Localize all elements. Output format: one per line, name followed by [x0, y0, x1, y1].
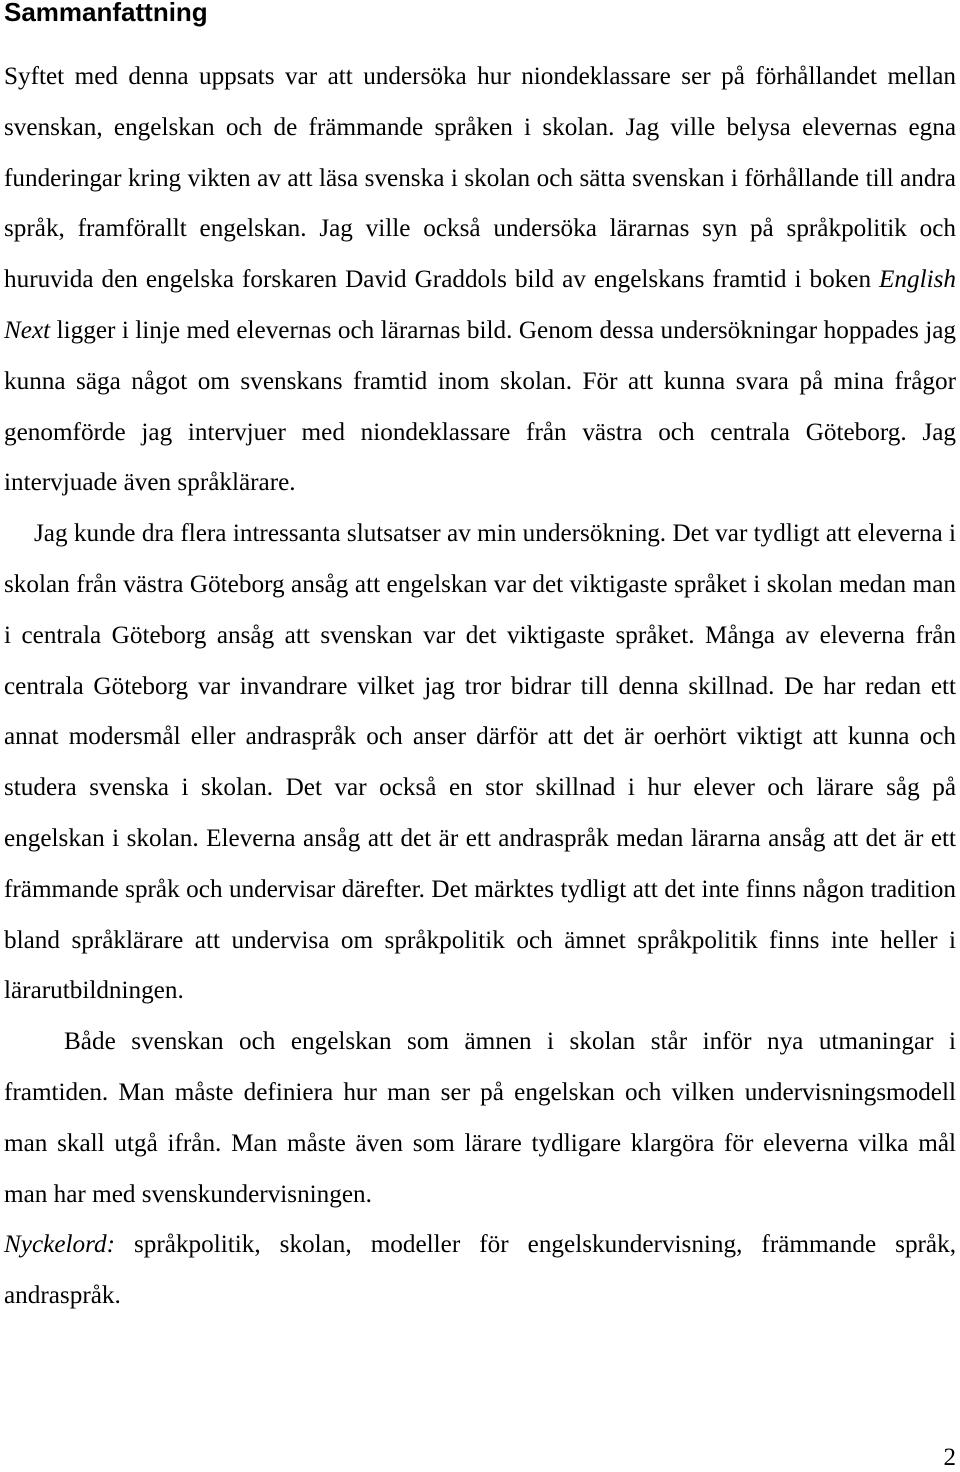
keywords-text: språkpolitik, skolan, modeller för engelskundervisning, främmande språk, andraspråk.: [4, 1231, 956, 1310]
paragraph-challenges: Både svenskan och engelskan som ämnen i skolan står inför nya utmaningar i framtiden. Man måste definiera hur man ser på engelskan och vilken undervisningsmodell man skall utgå ifrån. Man måste även som lärare tydligare klargöra för eleverna vilka mål man har med svenskundervisningen.: [4, 1028, 956, 1208]
paragraph-purpose-text-end: ligger i linje med elevernas och lärarnas bild. Genom dessa undersökningar hoppades jag kunna säga något om svenskans framtid inom skolan. För att kunna svara på mina frågor genomförde jag intervjuer med niondeklassare från västra och centrala Göteborg. Jag intervjuade även språklärare.: [4, 316, 956, 497]
keywords-line: [4, 1220, 956, 1322]
paragraph-purpose: [4, 52, 956, 509]
book-title: English Next: [4, 266, 956, 344]
page-number: 2: [943, 1444, 956, 1471]
keywords-label: Nyckelord:: [4, 1231, 115, 1259]
paragraph-purpose-text-start: Syftet med denna uppsats var att undersöka hur niondeklassare ser på förhållandet mellan svenskan, engelskan och de främmande språken i skolan. Jag ville belysa elevernas egna funderingar kring vikten av att läsa svenska i skolan och sätta svenskan i förhållande till andra språk, framförallt engelskan. Jag ville också undersöka lärarnas syn på språkpolitik och huruvida den engelska forskaren David Graddols bild av engelskans framtid i boken: [4, 63, 956, 294]
paragraph-conclusions: Jag kunde dra flera intressanta slutsatser av min undersökning. Det var tydligt att eleverna i skolan från västra Göteborg ansåg att engelskan var det viktigaste språket i skolan medan man i centrala Göteborg ansåg att svenskan var det viktigaste språket. Många av eleverna från centrala Göteborg var invandrare vilket jag tror bidrar till denna skillnad. De har redan ett annat modersmål eller andraspråk och anser därför att det är oerhört viktigt att kunna och studera svenska i skolan. Det var också en stor skillnad i hur elever och lärare såg på engelskan i skolan. Eleverna ansåg att det är ett andraspråk medan lärarna ansåg att det är ett främmande språk och undervisar därefter. Det märktes tydligt att det inte finns någon tradition bland språklärare att undervisa om språkpolitik och ämnet språkpolitik finns inte heller i lärarutbildningen.: [4, 520, 956, 1005]
summary-body: [4, 52, 956, 1322]
section-heading: Sammanfattning: [4, 0, 208, 27]
document-page: [4, 0, 956, 1472]
